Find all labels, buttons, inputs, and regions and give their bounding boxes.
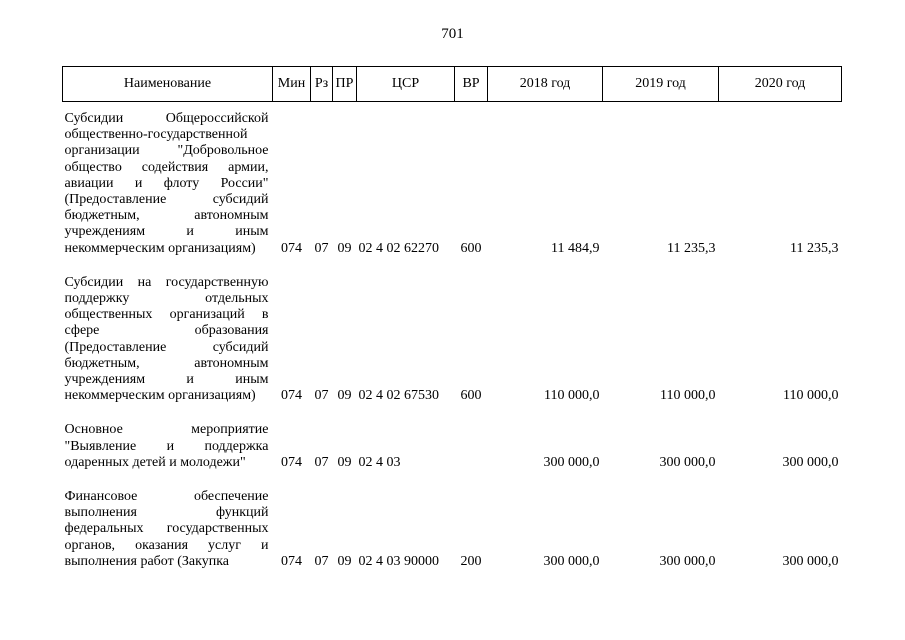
row-rz: 07 <box>314 455 329 471</box>
row-min: 074 <box>281 240 302 256</box>
row-csr: 02 4 03 <box>358 455 401 471</box>
row-pr: 09 <box>337 455 352 471</box>
table-row <box>63 102 842 257</box>
row-2020: 110 000,0 <box>783 388 839 404</box>
budget-table <box>62 66 842 570</box>
row-csr: 02 4 03 90000 <box>358 554 439 570</box>
header-2020: 2020 год <box>719 67 842 102</box>
row-2020: 11 235,3 <box>790 240 839 256</box>
row-min: 074 <box>281 554 302 570</box>
header-2018: 2018 год <box>488 67 603 102</box>
row-pr: 09 <box>337 388 352 404</box>
header-csr: ЦСР <box>357 67 455 102</box>
row-2019: 110 000,0 <box>660 388 716 404</box>
row-csr: 02 4 02 67530 <box>358 388 439 404</box>
row-name: Субсидии Общероссийской общественно-государственной организации "Добровольное общество содействия армии, авиации и флоту России" (Предоставление субсидий бюджетным, автономным учреждениям и иным некоммерческим организациям) <box>64 111 269 256</box>
row-spacer <box>63 257 842 275</box>
header-vr: ВР <box>455 67 488 102</box>
table-header-row <box>63 67 842 102</box>
row-rz: 07 <box>314 240 329 256</box>
row-pr: 09 <box>337 240 352 256</box>
header-2019: 2019 год <box>603 67 719 102</box>
header-pr: ПР <box>333 67 357 102</box>
row-min: 074 <box>281 455 302 471</box>
row-rz: 07 <box>314 388 329 404</box>
row-vr: 600 <box>460 240 482 256</box>
header-name: Наименование <box>63 67 273 102</box>
row-2018: 110 000,0 <box>544 388 600 404</box>
table-row <box>63 422 842 471</box>
row-spacer <box>63 471 842 489</box>
row-name: Основное мероприятие "Выявление и поддержка одаренных детей и молодежи" <box>64 422 269 470</box>
row-2020: 300 000,0 <box>782 554 839 570</box>
row-rz: 07 <box>314 554 329 570</box>
table-row <box>63 275 842 405</box>
header-min: Мин <box>273 67 311 102</box>
header-rz: Рз <box>311 67 333 102</box>
row-csr: 02 4 02 62270 <box>358 240 439 256</box>
table-row <box>63 489 842 570</box>
row-2020: 300 000,0 <box>782 455 839 471</box>
row-pr: 09 <box>337 554 352 570</box>
row-2018: 300 000,0 <box>543 554 600 570</box>
row-name: Субсидии на государственную поддержку отдельных общественных организаций в сфере образования (Предоставление субсидий бюджетным, автономным учреждениям и иным некоммерческим организациям) <box>64 274 269 404</box>
row-min: 074 <box>281 388 302 404</box>
row-2019: 300 000,0 <box>659 554 716 570</box>
row-vr: 600 <box>460 388 482 404</box>
row-2019: 11 235,3 <box>667 240 716 256</box>
row-2018: 300 000,0 <box>543 455 600 471</box>
row-vr: 200 <box>460 554 482 570</box>
page-number: 701 <box>441 26 464 42</box>
row-2018: 11 484,9 <box>551 240 600 256</box>
row-vr <box>455 422 488 471</box>
row-2019: 300 000,0 <box>659 455 716 471</box>
row-name: Финансовое обеспечение выполнения функций федеральных государственных органов, оказания услуг и выполнения работ (Закупка <box>64 489 269 569</box>
row-spacer <box>63 404 842 422</box>
